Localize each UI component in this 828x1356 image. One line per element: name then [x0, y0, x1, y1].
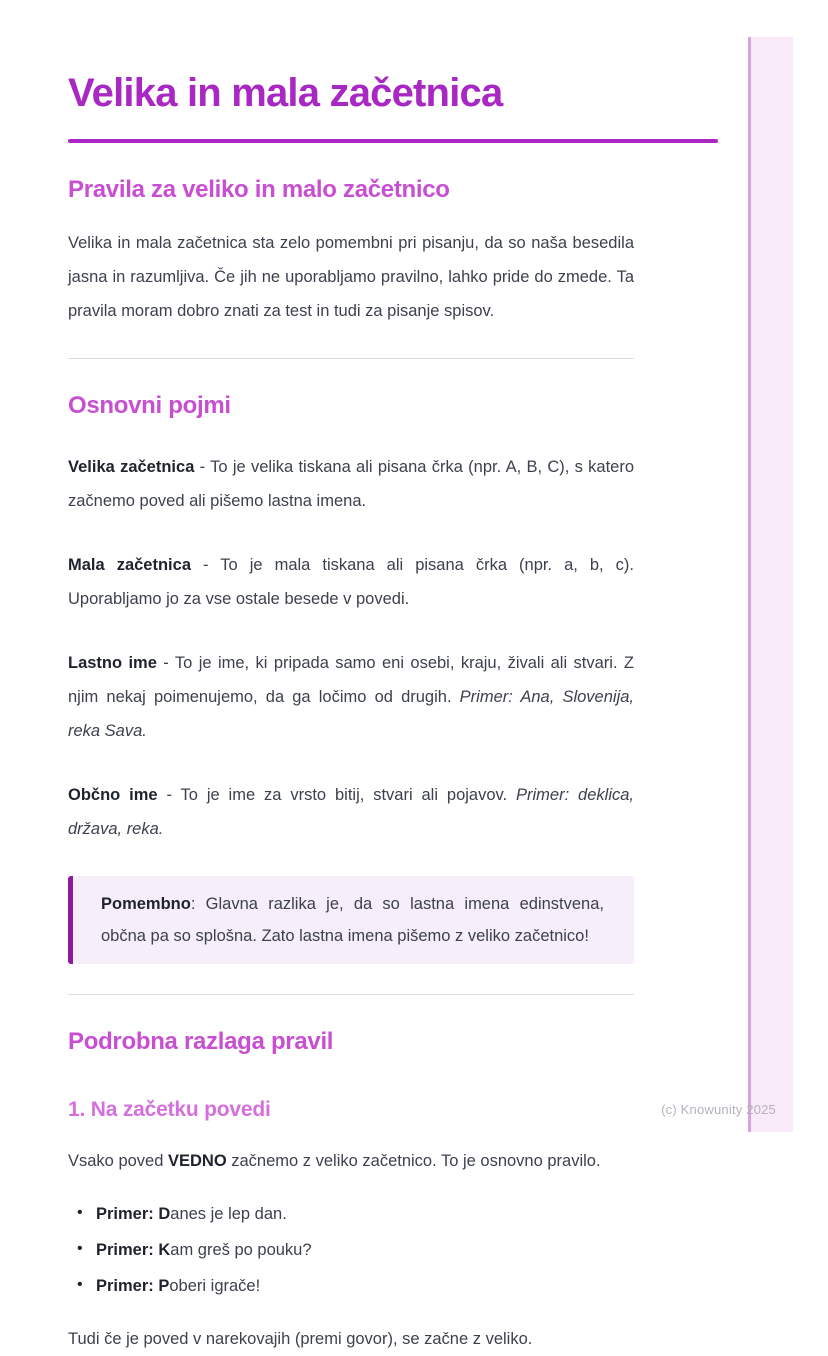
important-callout [68, 876, 634, 964]
list-item [68, 1204, 634, 1224]
bullet-icon: • [77, 1276, 83, 1293]
callout-label: Pomembno [101, 895, 191, 913]
bullet-icon: • [77, 1204, 83, 1221]
section-divider [68, 994, 634, 995]
page-content [68, 0, 634, 1356]
term-name: Lastno ime [68, 654, 157, 672]
callout-text: : Glavna razlika je, da so lastna imena edinstvena, občna pa so splošna. Zato lastna imena pišemo z veliko začetnico! [101, 895, 604, 945]
rule-lead-emphasis: VEDNO [167, 1152, 227, 1170]
list-item [68, 1276, 634, 1296]
section-heading-terms: Osnovni pojmi [68, 392, 231, 419]
term-paragraph [68, 778, 634, 846]
term-separator: - [157, 786, 181, 804]
rule-1-heading: 1. Na začetku povedi [68, 1098, 271, 1121]
example-list [68, 1204, 634, 1296]
decorative-side-strip [748, 37, 793, 1132]
rule-1-lead [68, 1144, 634, 1178]
term-name: Velika začetnica [68, 458, 195, 476]
term-example: Primer: deklica, država, reka. [68, 786, 634, 838]
rule-lead-pre: Vsako poved [68, 1152, 168, 1170]
term-separator: - [191, 556, 221, 574]
term-name: Občno ime [68, 786, 158, 804]
rule-lead-post: začnemo z veliko začetnico. To je osnovno pravilo. [226, 1152, 601, 1170]
example-label: Primer: P [96, 1277, 170, 1295]
section-basic-terms [68, 392, 634, 964]
copyright-footer: (c) Knowunity 2025 [661, 1102, 776, 1117]
term-definition: To je ime za vrsto bitij, stvari ali pojavov. [180, 786, 508, 804]
section-heading-intro: Pravila za veliko in malo začetnico [68, 176, 450, 203]
intro-paragraph: Velika in mala začetnica sta zelo pomembni pri pisanju, da so naša besedila jasna in razumljiva. Če jih ne uporabljamo pravilno, lahko pride do zmede. Ta pravila moram dobro znati za test in tudi za pisanje spisov. [68, 234, 634, 320]
section-detailed-rules [68, 1028, 634, 1356]
term-paragraph [68, 548, 634, 616]
term-definition: To je velika tiskana ali pisana črka (npr. A, B, C), s katero začnemo poved ali pišemo lastna imena. [68, 458, 635, 510]
term-name: Mala začetnica [68, 556, 191, 574]
list-item [68, 1240, 634, 1260]
bullet-icon: • [77, 1240, 83, 1257]
page-title: Velika in mala začetnica [68, 71, 503, 115]
example-text: oberi igrače! [169, 1277, 261, 1295]
rule-1-note: Tudi če je poved v narekovajih (premi govor), se začne z veliko. [68, 1330, 533, 1348]
example-text: am greš po pouku? [170, 1241, 312, 1259]
term-definition: To je mala tiskana ali pisana črka (npr. a, b, c). Uporabljamo jo za vse ostale besede v povedi. [68, 556, 634, 608]
term-example: Primer: Ana, Slovenija, reka Sava. [68, 688, 634, 740]
section-divider [68, 358, 634, 359]
term-paragraph [68, 646, 634, 748]
example-label: Primer: K [96, 1241, 171, 1259]
title-underline-rule [68, 139, 718, 143]
term-definition: To je ime, ki pripada samo eni osebi, kraju, živali ali stvari. Z njim nekaj poimenujemo, da ga ločimo od drugih. [68, 654, 635, 706]
section-intro [68, 176, 634, 328]
term-paragraph [68, 450, 634, 518]
example-text: anes je lep dan. [170, 1205, 287, 1223]
section-heading-rules: Podrobna razlaga pravil [68, 1028, 334, 1055]
example-label: Primer: D [96, 1205, 171, 1223]
term-separator: - [194, 458, 211, 476]
term-separator: - [156, 654, 175, 672]
